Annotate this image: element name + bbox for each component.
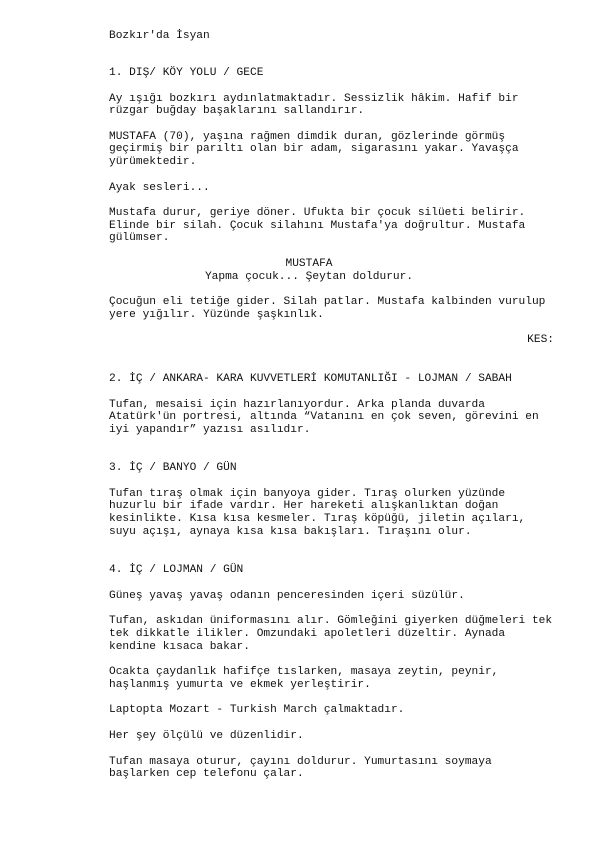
transition: KES:: [527, 334, 554, 347]
action-paragraph: Çocuğun eli tetiğe gider. Silah patlar. Mustafa kalbinden vurulup yere yığılır. Yüzünde şaşkınlık.: [109, 296, 546, 321]
action-paragraph: Güneş yavaş yavaş odanın penceresinden içeri süzülür.: [109, 589, 465, 602]
scene-heading: 2. İÇ / ANKARA- KARA KUVVETLERİ KOMUTANLIĞI - LOJMAN / SABAH: [109, 372, 512, 385]
screenplay-title: Bozkır'da İsyan: [109, 30, 210, 42]
scene-1: [109, 67, 554, 347]
action-paragraph: Tufan, mesaisi için hazırlanıyordur. Arka planda duvarda Atatürk'ün portresi, altında “Vatanını en çok seven, görevini en iyi yapandır” yazısı asılıdır.: [109, 398, 539, 436]
dialogue-block: [109, 258, 509, 283]
action-paragraph: Tufan masaya oturur, çayını doldurur. Yumurtasını soymaya başlarken cep telefonu çalar.: [109, 755, 492, 781]
scene-heading: 3. İÇ / BANYO / GÜN: [109, 462, 237, 475]
scene-spacer: [109, 449, 554, 462]
scene-spacer: [109, 360, 554, 373]
character-name: MUSTAFA: [285, 257, 333, 270]
action-paragraph: MUSTAFA (70), yaşına rağmen dimdik duran, gözlerinde görmüş geçirmiş bir parıltı olan bir adam, sigarasını yakar. Yavaşça yürümektedir.: [109, 130, 519, 168]
action-paragraph: Tufan, askıdan üniformasını alır. Gömleğini giyerken düğmeleri tek tek dikkatle ilikler. Omzundaki apoletleri düzeltir. Aynada kendine kısaca bakar.: [109, 615, 553, 653]
scene-spacer: [109, 551, 554, 564]
action-paragraph: Laptopta Mozart - Turkish March çalmaktadır.: [109, 704, 405, 717]
scene-4: [109, 564, 554, 781]
action-paragraph: Ocakta çaydanlık hafifçe tıslarken, masaya zeytin, peynir, haşlanmış yumurta ve ekmek yerleştirir.: [109, 666, 499, 691]
dialogue-line: Yapma çocuk... Şeytan doldurur.: [204, 270, 414, 283]
script-body: [109, 67, 554, 794]
action-paragraph: Tufan tıraş olmak için banyoya gider. Tıraş olurken yüzünde huzurlu bir ifade vardır. Her hareketi alışkanlıktan doğan kesinlikte. Kısa kısa kesmeler. Tıraş köpüğü, jiletin açıları, suyu açışı, aynaya kısa kısa bakışları. Tıraşını olur.: [109, 487, 526, 538]
scene-heading: 4. İÇ / LOJMAN / GÜN: [109, 564, 244, 577]
scene-3: [109, 462, 554, 538]
scene-heading: 1. DIŞ/ KÖY YOLU / GECE: [109, 67, 264, 79]
action-paragraph: Her şey ölçülü ve düzenlidir.: [109, 730, 304, 742]
action-paragraph: Mustafa durur, geriye döner. Ufukta bir çocuk silüeti belirir. Elinde bir silah. Çocuk silahını Mustafa'ya doğrultur. Mustafa gülümser.: [109, 207, 526, 245]
action-paragraph: Ayak sesleri...: [109, 181, 210, 194]
scene-2: [109, 373, 554, 436]
action-paragraph: Ay ışığı bozkırı aydınlatmaktadır. Sessizlik hâkim. Hafif bir rüzgar buğday başaklarını sallandırır.: [109, 92, 519, 118]
